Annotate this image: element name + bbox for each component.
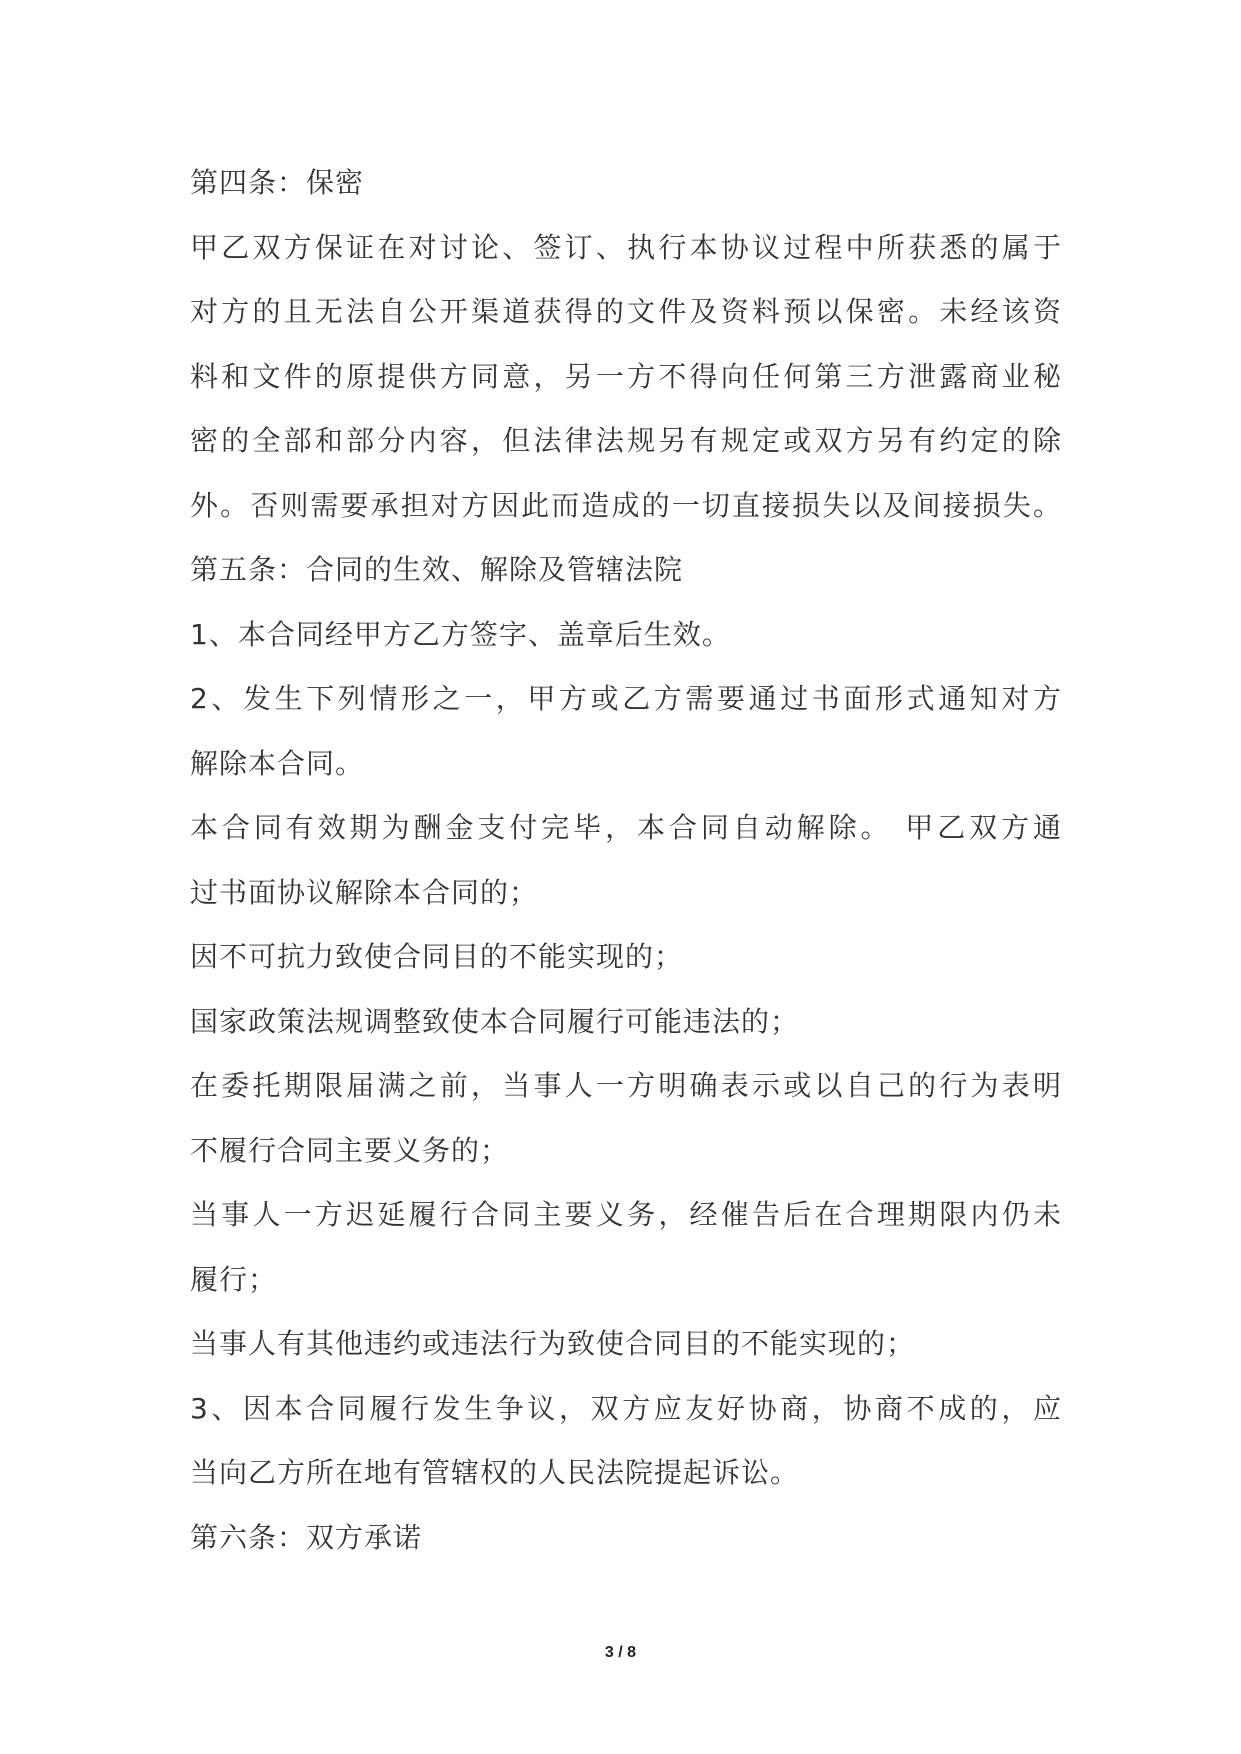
paragraph-line: 当事人一方迟延履行合同主要义务，经催告后在合理期限内仍未 — [190, 1198, 1062, 1231]
paragraph-line: 对方的且无法自公开渠道获得的文件及资料预以保密。未经该资 — [190, 295, 1062, 328]
clause-item-3: 3、因本合同履行发生争议，双方应友好协商，协商不成的，应 — [190, 1391, 1062, 1425]
paragraph-line: 因不可抗力致使合同目的不能实现的； — [190, 940, 684, 973]
clause-item-2: 2、发生下列情形之一，甲方或乙方需要通过书面形式通知对方 — [190, 682, 1062, 715]
paragraph-line: 料和文件的原提供方同意，另一方不得向任何第三方泄露商业秘 — [190, 359, 1062, 393]
paragraph-line: 解除本合同。 — [190, 746, 365, 780]
paragraph-line: 在委托期限届满之前，当事人一方明确表示或以自己的行为表明 — [190, 1069, 1062, 1102]
page-number: 3 / 8 — [604, 1644, 637, 1661]
paragraph-line: 过书面协议解除本合同的； — [190, 875, 539, 909]
paragraph-line: 履行； — [190, 1262, 278, 1296]
paragraph-line: 本合同有效期为酬金支付完毕，本合同自动解除。 甲乙双方通 — [190, 811, 1062, 844]
paragraph-line: 外。否则需要承担对方因此而造成的一切直接损失以及间接损失。 — [190, 488, 1062, 522]
clause-item-1: 1、本合同经甲方乙方签字、盖章后生效。 — [190, 617, 731, 651]
document-body — [190, 151, 1062, 1570]
paragraph-line: 甲乙双方保证在对讨论、签订、执行本协议过程中所获悉的属于 — [190, 230, 1062, 264]
section-heading-article-4: 第四条：保密 — [190, 166, 365, 199]
paragraph-line: 不履行合同主要义务的； — [190, 1133, 510, 1167]
paragraph-line: 当向乙方所在地有管辖权的人民法院提起诉讼。 — [190, 1456, 800, 1489]
paragraph-line: 国家政策法规调整致使本合同履行可能违法的； — [190, 1004, 800, 1038]
paragraph-line: 当事人有其他违约或违法行为致使合同目的不能实现的； — [190, 1327, 916, 1360]
section-heading-article-5: 第五条：合同的生效、解除及管辖法院 — [190, 553, 684, 586]
section-heading-article-6: 第六条：双方承诺 — [190, 1520, 423, 1554]
paragraph-line: 密的全部和部分内容，但法律法规另有规定或双方另有约定的除 — [190, 424, 1062, 457]
